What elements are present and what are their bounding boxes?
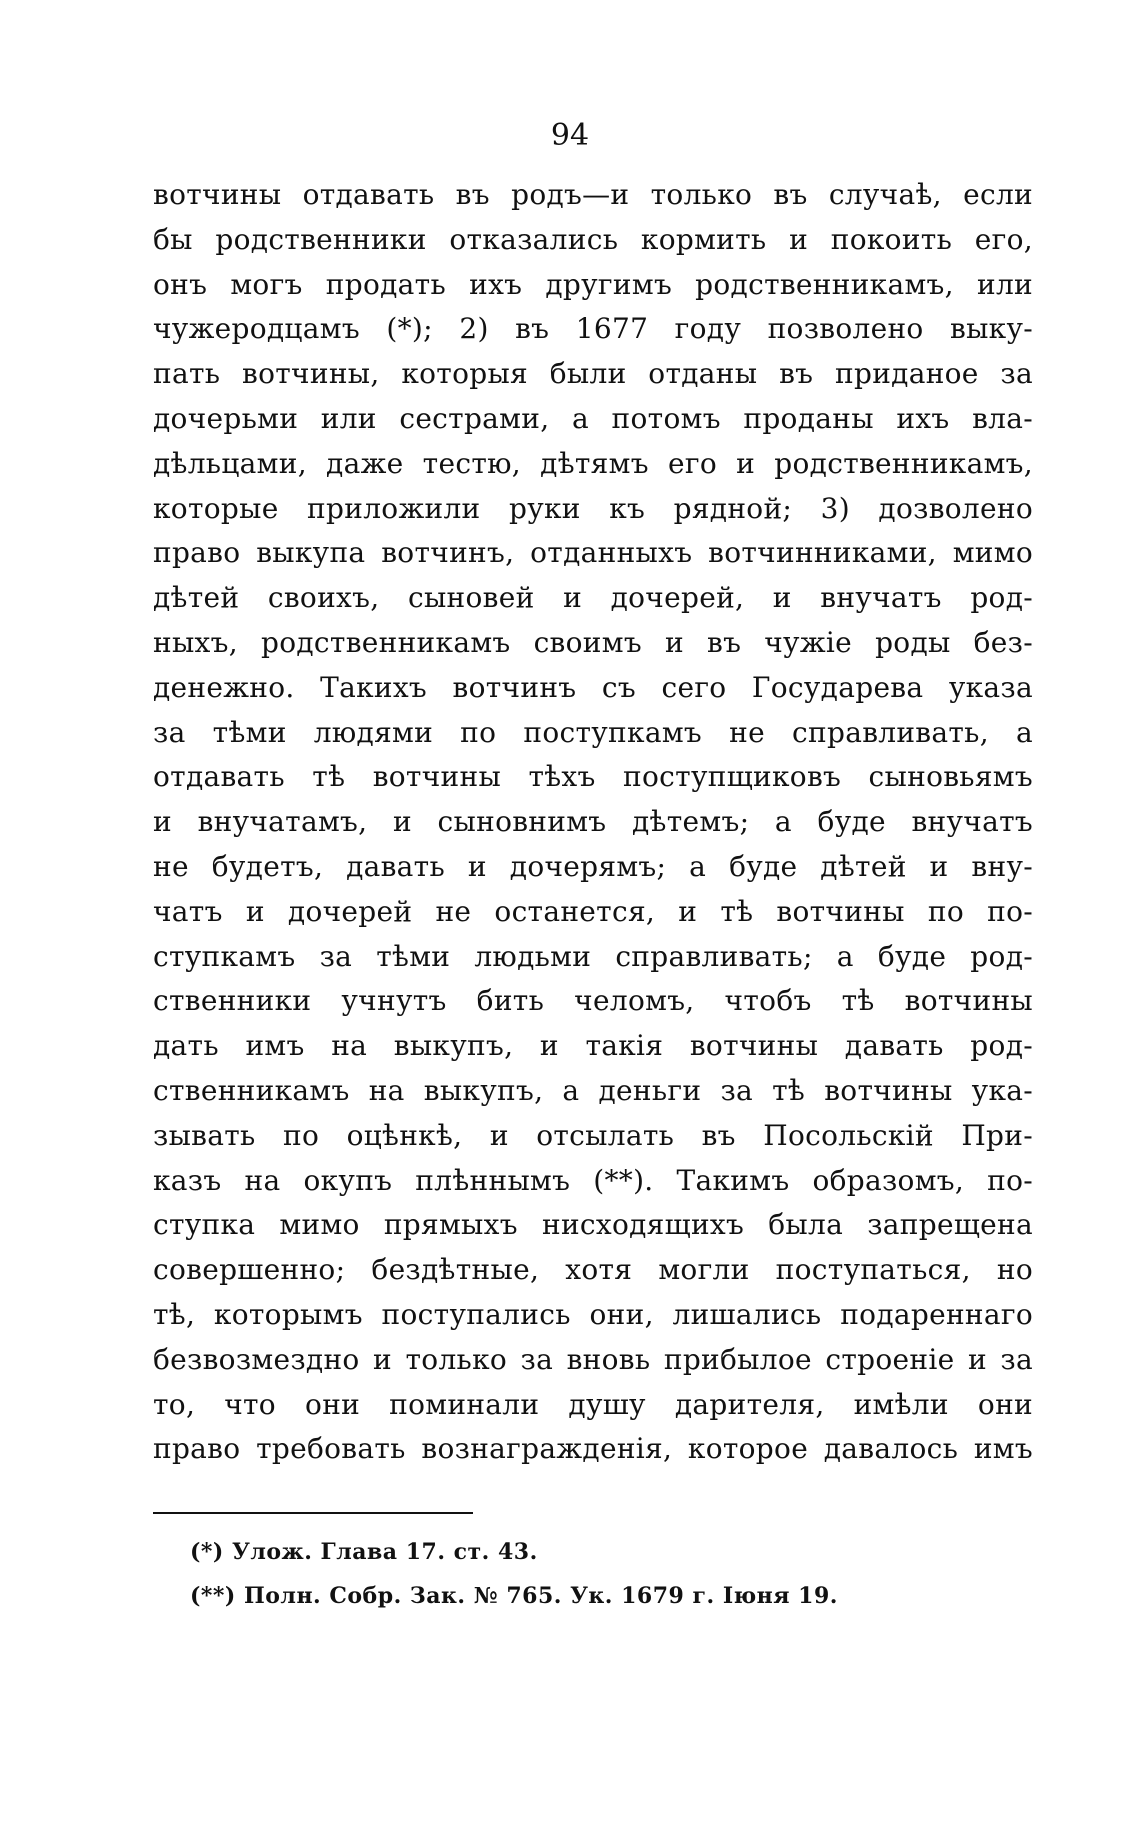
- footnote-2: (**) Полн. Собр. Зак. № 765. Ук. 1679 г. Іюня 19.: [190, 1583, 838, 1609]
- text-line: безвозмездно и только за вновь прибылое строеніе и за: [153, 1342, 1033, 1376]
- text-line: ственникамъ на выкупъ, а деньги за тѣ вотчины ука-: [153, 1073, 1033, 1107]
- text-line: тѣ, которымъ поступались они, лишались подареннаго: [153, 1297, 1033, 1331]
- text-line: бы родственники отказались кормить и покоить его,: [153, 222, 1033, 256]
- text-line: за тѣми людями по поступкамъ не справливать, а: [153, 715, 1033, 749]
- text-line: пать вотчины, которыя были отданы въ приданое за: [153, 357, 1033, 391]
- text-line: дочерьми или сестрами, а потомъ проданы ихъ вла-: [153, 401, 1033, 435]
- main-text: [153, 173, 1033, 1472]
- text-line: дѣльцами, даже тестю, дѣтямъ его и родственникамъ,: [153, 446, 1033, 480]
- text-line: которые приложили руки къ рядной; 3) дозволено: [153, 491, 1033, 525]
- text-line: ственники учнутъ бить челомъ, чтобъ тѣ вотчины: [153, 984, 1033, 1018]
- text-line: совершенно; бездѣтные, хотя могли поступаться, но: [153, 1253, 1033, 1287]
- text-line: зывать по оцѣнкѣ, и отсылать въ Посольскій При-: [153, 1118, 1033, 1152]
- text-line: чужеродцамъ (*); 2) въ 1677 году позволено выку-: [153, 312, 1033, 346]
- text-line: онъ могъ продать ихъ другимъ родственникамъ, или: [153, 267, 1033, 301]
- text-line: дѣтей своихъ, сыновей и дочерей, и внучатъ род-: [153, 581, 1033, 615]
- text-line: не будетъ, давать и дочерямъ; а буде дѣтей и вну-: [153, 849, 1033, 883]
- text-line: то, что они поминали душу дарителя, имѣли они: [153, 1387, 1033, 1421]
- page-number: 94: [550, 118, 590, 153]
- text-line: денежно. Такихъ вотчинъ съ сего Государева указа: [153, 670, 1033, 704]
- text-line: и внучатамъ, и сыновнимъ дѣтемъ; а буде внучатъ: [153, 805, 1033, 839]
- footnote-divider: [153, 1512, 473, 1514]
- text-line: чатъ и дочерей не останется, и тѣ вотчины по по-: [153, 894, 1033, 928]
- footnote-1: (*) Улож. Глава 17. ст. 43.: [190, 1539, 538, 1565]
- text-line: право выкупа вотчинъ, отданныхъ вотчинниками, мимо: [153, 536, 1033, 570]
- text-line: дать имъ на выкупъ, и такія вотчины давать род-: [153, 1029, 1033, 1063]
- text-line: ступка мимо прямыхъ нисходящихъ была запрещена: [153, 1208, 1033, 1242]
- text-line: ныхъ, родственникамъ своимъ и въ чужіе роды без-: [153, 625, 1033, 659]
- text-line: ступкамъ за тѣми людьми справливать; а буде род-: [153, 939, 1033, 973]
- text-line: вотчины отдавать въ родъ—и только въ случаѣ, если: [153, 178, 1033, 211]
- text-line: отдавать тѣ вотчины тѣхъ поступщиковъ сыновьямъ: [153, 760, 1033, 794]
- text-line: казъ на окупъ плѣннымъ (**). Такимъ образомъ, по-: [153, 1163, 1033, 1197]
- footnotes: [190, 1530, 990, 1618]
- text-line: право требовать вознагражденія, которое давалось имъ: [153, 1432, 1033, 1466]
